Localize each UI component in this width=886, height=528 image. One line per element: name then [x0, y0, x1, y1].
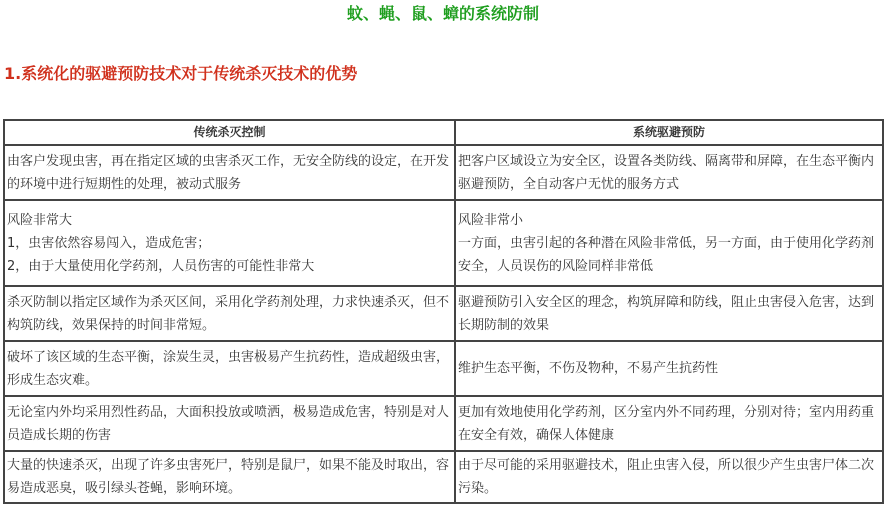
- section-heading: 1.系统化的驱避预防技术对于传统杀灭技术的优势: [4, 64, 358, 83]
- table-row: [4, 286, 883, 341]
- cell-text: 风险非常大: [7, 212, 73, 228]
- cell-text: 由于尽可能的采用驱避技术，阻止虫害入侵，所以很少产生虫害尸体二次污染。: [458, 458, 875, 496]
- table-row: [4, 145, 883, 200]
- cell-text: 由客户发现虫害，再在指定区域的虫害杀灭工作，无安全防线的设定，在开发的环境中进行短期性的处理，被动式服务: [7, 153, 450, 192]
- traditional-cell: [4, 145, 455, 200]
- table-header-row: [4, 120, 883, 145]
- systematic-cell: [455, 145, 883, 200]
- cell-text: 破坏了该区域的生态平衡，涂炭生灵，虫害极易产生抗药性，造成超级虫害，形成生态灾难。: [7, 349, 450, 388]
- cell-text: 把客户区域设立为安全区，设置各类防线、隔离带和屏障，在生态平衡内驱避预防，全自动客户无忧的服务方式: [458, 153, 875, 192]
- comparison-table: [3, 119, 884, 504]
- cell-text: 1，虫害依然容易闯入，造成危害；: [7, 235, 211, 251]
- column-header-traditional: 传统杀灭控制: [4, 120, 455, 145]
- page-title: 蚊、蝇、鼠、蟑的系统防制: [346, 4, 539, 23]
- table-row: [4, 396, 883, 451]
- systematic-cell: [455, 200, 883, 286]
- traditional-cell: [4, 396, 455, 451]
- traditional-cell: [4, 200, 455, 286]
- cell-text: 2，由于大量使用化学药剂，人员伤害的可能性非常大: [7, 258, 315, 274]
- cell-text: 维护生态平衡，不伤及物种，不易产生抗药性: [458, 361, 719, 376]
- traditional-cell: [4, 341, 455, 396]
- cell-text: 驱避预防引入安全区的理念，构筑屏障和防线，阻止虫害侵入危害，达到长期防制的效果: [458, 294, 875, 333]
- traditional-cell: [4, 451, 455, 503]
- cell-text: 一方面，虫害引起的各种潜在风险非常低，另一方面，由于使用化学药剂安全，人员误伤的风险同样非常低: [458, 235, 875, 274]
- systematic-cell: [455, 286, 883, 341]
- systematic-cell: [455, 341, 883, 396]
- column-header-systematic: 系统驱避预防: [455, 120, 883, 145]
- systematic-cell: [455, 396, 883, 451]
- traditional-cell: [4, 286, 455, 341]
- systematic-cell: [455, 451, 883, 503]
- table-row: [4, 200, 883, 286]
- cell-text: 大量的快速杀灭，出现了许多虫害死尸，特别是鼠尸，如果不能及时取出，容易造成恶臭，吸引绿头苍蝇，影响环境。: [7, 458, 450, 496]
- table-row: [4, 451, 883, 503]
- cell-text: 更加有效地使用化学药剂，区分室内外不同药理，分别对待；室内用药重在安全有效，确保人体健康: [458, 404, 875, 443]
- table-row: [4, 341, 883, 396]
- cell-text: 风险非常小: [458, 212, 524, 228]
- cell-text: 无论室内外均采用烈性药品，大面积投放或喷洒，极易造成危害，特别是对人员造成长期的伤害: [7, 404, 450, 443]
- cell-text: 杀灭防制以指定区域作为杀灭区间，采用化学药剂处理，力求快速杀灭，但不构筑防线，效果保持的时间非常短。: [7, 294, 450, 333]
